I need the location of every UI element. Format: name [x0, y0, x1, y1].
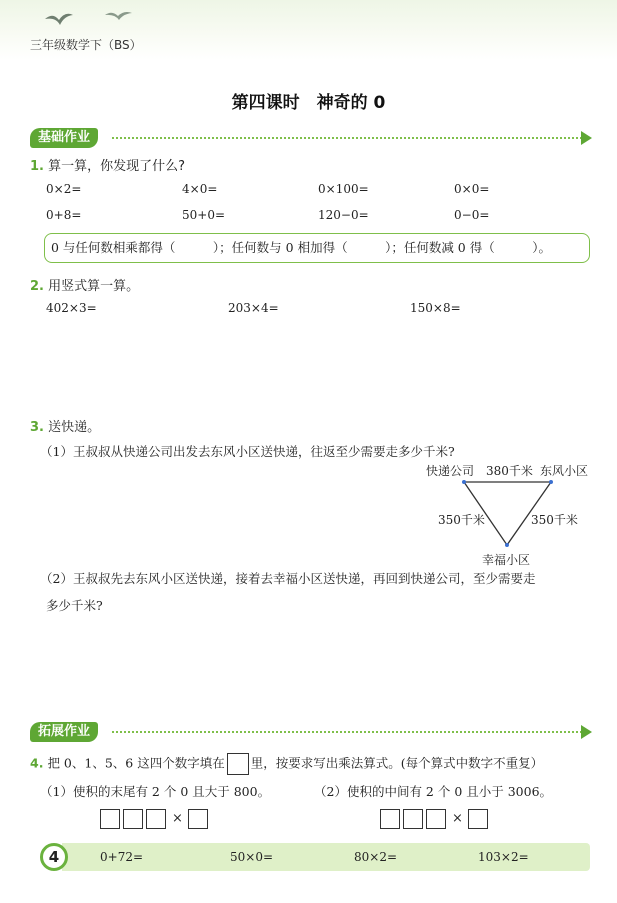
- equation: 0×0=: [454, 182, 490, 196]
- digit-box[interactable]: [468, 809, 488, 829]
- question-text: 用竖式算一算。: [48, 279, 140, 294]
- question-2: [30, 275, 139, 294]
- question-number: 1.: [30, 159, 44, 174]
- equation: 0+8=: [46, 208, 82, 222]
- node-dot: [505, 543, 509, 547]
- answer-boxes-1: [100, 808, 211, 829]
- label-express-company: 快递公司: [426, 464, 475, 478]
- digit-box[interactable]: [123, 809, 143, 829]
- subquestion-2: （2）王叔叔先去东风小区送快递，接着去幸福小区送快递，再回到快递公司，至少需要走: [40, 571, 536, 586]
- label-left-distance: 350千米: [438, 513, 485, 527]
- times-sign: ×: [452, 811, 463, 826]
- digit-box[interactable]: [188, 809, 208, 829]
- label-dongfeng: 东风小区: [540, 464, 589, 478]
- section-basic: [30, 128, 592, 148]
- header-label: 三年级数学下（BS）: [30, 38, 142, 52]
- page-number: 4: [40, 843, 68, 871]
- digit-box[interactable]: [100, 809, 120, 829]
- arrow-icon: [581, 725, 592, 739]
- equation: 0−0=: [454, 208, 490, 222]
- arrow-icon: [581, 131, 592, 145]
- question-3: [30, 416, 100, 435]
- answer-boxes-2: [380, 808, 491, 829]
- node-dot: [549, 480, 553, 484]
- digit-box[interactable]: [403, 809, 423, 829]
- digit-box[interactable]: [380, 809, 400, 829]
- equation: 50+0=: [182, 208, 226, 222]
- section-tag: 拓展作业: [30, 722, 98, 742]
- times-sign: ×: [172, 811, 183, 826]
- equation: 0×2=: [46, 182, 82, 196]
- digit-box[interactable]: [426, 809, 446, 829]
- question-text: 送快递。: [48, 420, 101, 435]
- subquestion-1: （1）王叔叔从快递公司出发去东风小区送快递，往返至少需要走多少千米?: [40, 444, 455, 459]
- blank-box: [227, 753, 249, 775]
- question-4: [30, 753, 543, 775]
- label-xingfu: 幸福小区: [482, 553, 531, 567]
- question-number: 3.: [30, 420, 44, 435]
- dotted-divider: [112, 137, 582, 139]
- fill-in-box[interactable]: 0 与任何数相乘都得（ ）；任何数与 0 相加得（ ）；任何数减 0 得（ ）。: [44, 233, 590, 263]
- digit-box[interactable]: [146, 809, 166, 829]
- label-top-distance: 380千米: [486, 464, 533, 478]
- question-number: 4.: [30, 755, 44, 771]
- equation: 150×8=: [410, 301, 461, 315]
- subquestion-2: （2）使积的中间有 2 个 0 且小于 3006。: [314, 784, 553, 799]
- page-title: 第四课时 神奇的 0: [231, 93, 386, 113]
- bird-icon: [104, 8, 134, 22]
- question-text: 把 0、1、5、6 这四个数字填在: [47, 755, 225, 771]
- equation: 402×3=: [46, 301, 97, 315]
- question-number: 2.: [30, 279, 44, 294]
- footer-equation: 103×2=: [478, 850, 529, 864]
- equation: 0×100=: [318, 182, 369, 196]
- equation: 203×4=: [228, 301, 279, 315]
- subquestion-1: （1）使积的末尾有 2 个 0 且大于 800。: [40, 784, 271, 799]
- subquestion-2-cont: 多少千米?: [46, 598, 103, 613]
- dotted-divider: [112, 731, 582, 733]
- footer-equation: 0+72=: [100, 850, 144, 864]
- question-text-cont: 里，按要求写出乘法算式。(每个算式中数字不重复）: [250, 755, 544, 771]
- equation: 4×0=: [182, 182, 218, 196]
- section-tag: 基础作业: [30, 128, 98, 148]
- label-right-distance: 350千米: [531, 513, 578, 527]
- bird-icon: [44, 10, 74, 28]
- footer-equation: 50×0=: [230, 850, 274, 864]
- footer-equation: 80×2=: [354, 850, 398, 864]
- node-dot: [462, 480, 466, 484]
- equation: 120−0=: [318, 208, 369, 222]
- question-text: 算一算，你发现了什么?: [48, 159, 186, 174]
- section-extended: [30, 722, 592, 742]
- question-1: [30, 155, 185, 174]
